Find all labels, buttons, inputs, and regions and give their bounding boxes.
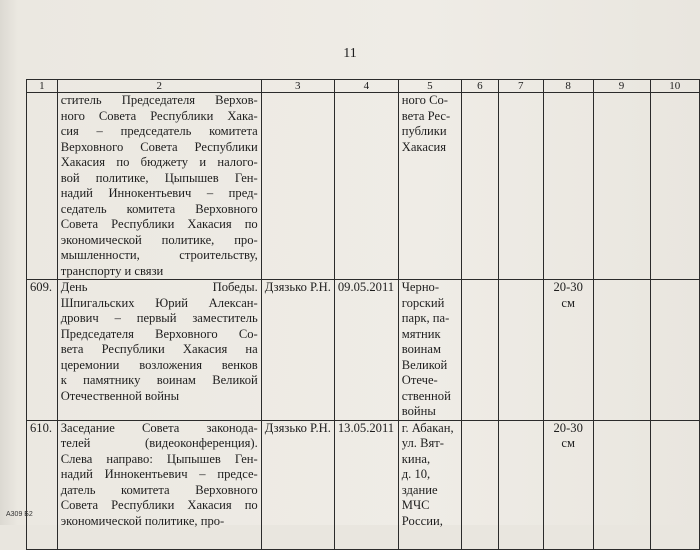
cell-text-line: экономической политике, про- — [60, 513, 225, 528]
empty-cell — [498, 420, 543, 549]
entry-number-cell — [27, 280, 58, 421]
column-header: 5 — [398, 80, 461, 93]
column-header: 8 — [543, 80, 593, 93]
place-cell — [398, 280, 461, 421]
cell-text-line: парк, па- — [401, 311, 450, 325]
description-cell — [57, 420, 261, 549]
cell-text-line: надий Иннокентьевич – предсе- — [60, 467, 258, 481]
description-cell — [57, 93, 261, 280]
column-header: 1 — [27, 80, 58, 93]
cell-text-line: Хакасия — [401, 139, 447, 154]
cell-text-line: вета Рес- — [401, 108, 451, 123]
cell-text-line: надий Иннокентьевич – пред- — [60, 186, 258, 200]
column-header: 2 — [57, 80, 261, 93]
cell-text-line: кина, — [401, 451, 431, 466]
place-cell — [398, 93, 461, 280]
size-cell — [543, 420, 593, 549]
cell-text-line: сия – председатель комитета — [60, 124, 258, 138]
cell-text-line: 20-30 — [553, 420, 583, 435]
size-cell — [543, 93, 593, 280]
cell-text-line: мятник — [401, 326, 441, 341]
entry-number-cell — [27, 420, 58, 549]
empty-cell — [593, 93, 650, 280]
column-header: 10 — [650, 80, 699, 93]
cell-text-line: ного Со- — [401, 93, 448, 107]
photographer-cell — [261, 420, 334, 549]
table-row — [27, 93, 700, 280]
cell-text-line: вой политике, Цыпышев Ген- — [60, 170, 258, 185]
column-header: 9 — [593, 80, 650, 93]
cell-text-line: воинам — [401, 342, 441, 356]
date-cell — [334, 420, 398, 549]
place-cell — [398, 420, 461, 549]
description-cell — [57, 280, 261, 421]
cell-text-line: День Победы. — [60, 280, 258, 294]
date-cell — [334, 280, 398, 421]
entry-number: 609. — [30, 280, 53, 294]
cell-text-line: России, — [401, 513, 443, 528]
cell-text-line: Отече- — [401, 373, 438, 387]
column-number-row — [27, 80, 700, 93]
table-row — [27, 420, 700, 549]
cell-text-line: церемонии возложения венков — [60, 357, 258, 372]
photographer-cell — [261, 93, 334, 280]
cell-text-line: Совета Республики Хакасия по — [60, 498, 258, 512]
column-header: 7 — [498, 80, 543, 93]
cell-text-line: транспорту и связи — [60, 263, 164, 278]
cell-text-line: ул. Вят- — [401, 436, 444, 450]
cell-text-line: экономической политике, про- — [60, 232, 258, 247]
column-header: 4 — [334, 80, 398, 93]
cell-text-line: публики — [401, 124, 447, 138]
empty-cell — [461, 280, 498, 421]
empty-cell — [650, 93, 699, 280]
cell-text-line: Великой — [401, 357, 448, 372]
cell-text-line: см — [561, 436, 575, 450]
date: 09.05.2011 — [337, 280, 395, 294]
cell-text-line: вета Республики Хакасия на — [60, 342, 258, 356]
cell-text-line: ного Совета Республики Хака- — [60, 108, 258, 123]
cell-text-line: ственной — [401, 388, 451, 403]
cell-text-line: седатель комитета Верховного — [60, 201, 258, 216]
empty-cell — [498, 280, 543, 421]
cell-text-line: горский — [401, 295, 445, 310]
empty-cell — [461, 93, 498, 280]
cell-text-line: к памятнику воинам Великой — [60, 373, 258, 387]
footer-code: А309 Б2 — [6, 511, 33, 518]
entry-number-cell — [27, 93, 58, 280]
photo-register-table — [26, 79, 700, 550]
cell-text-line: Совета Республики Хакасия по — [60, 217, 258, 231]
cell-text-line: ститель Председателя Верхов- — [60, 93, 258, 107]
cell-text-line: войны — [401, 404, 436, 418]
cell-text-line: Председателя Верховного Со- — [60, 326, 258, 341]
cell-text-line: МЧС — [401, 498, 430, 512]
cell-text-line: см — [561, 295, 575, 310]
empty-cell — [650, 280, 699, 421]
cell-text-line: д. 10, — [401, 467, 431, 481]
cell-text-line: здание — [401, 482, 438, 497]
empty-cell — [593, 420, 650, 549]
cell-text-line: Черно- — [401, 280, 440, 294]
table-row — [27, 280, 700, 421]
cell-text-line: мышленности, строительству, — [60, 248, 258, 262]
size-cell — [543, 280, 593, 421]
empty-cell — [498, 93, 543, 280]
cell-text-line: 20-30 — [553, 280, 583, 294]
empty-cell — [650, 420, 699, 549]
cell-text-line: датель комитета Верховного — [60, 482, 258, 497]
empty-cell — [461, 420, 498, 549]
column-header: 6 — [461, 80, 498, 93]
cell-text-line: Хакасия по бюджету и налого- — [60, 155, 258, 169]
cell-text-line: Слева направо: Цыпышев Ген- — [60, 451, 258, 466]
cell-text-line: Отечественной войны — [60, 388, 180, 403]
cell-text-line: Шпигальских Юрий Алексан- — [60, 295, 258, 310]
cell-text-line: г. Абакан, — [401, 420, 454, 435]
cell-text-line: дрович – первый заместитель — [60, 311, 258, 325]
photographer: Дзязько Р.Н. — [264, 420, 331, 435]
photographer: Дзязько Р.Н. — [264, 280, 331, 294]
cell-text-line: Верховного Совета Республики — [60, 139, 258, 154]
column-header: 3 — [261, 80, 334, 93]
photographer-cell — [261, 280, 334, 421]
empty-cell — [593, 280, 650, 421]
cell-text-line: телей (видеоконференция). — [60, 436, 258, 450]
cell-text-line: Заседание Совета законода- — [60, 420, 258, 435]
page-number: 11 — [343, 46, 357, 61]
date: 13.05.2011 — [337, 420, 395, 435]
date-cell — [334, 93, 398, 280]
entry-number: 610. — [30, 420, 53, 435]
